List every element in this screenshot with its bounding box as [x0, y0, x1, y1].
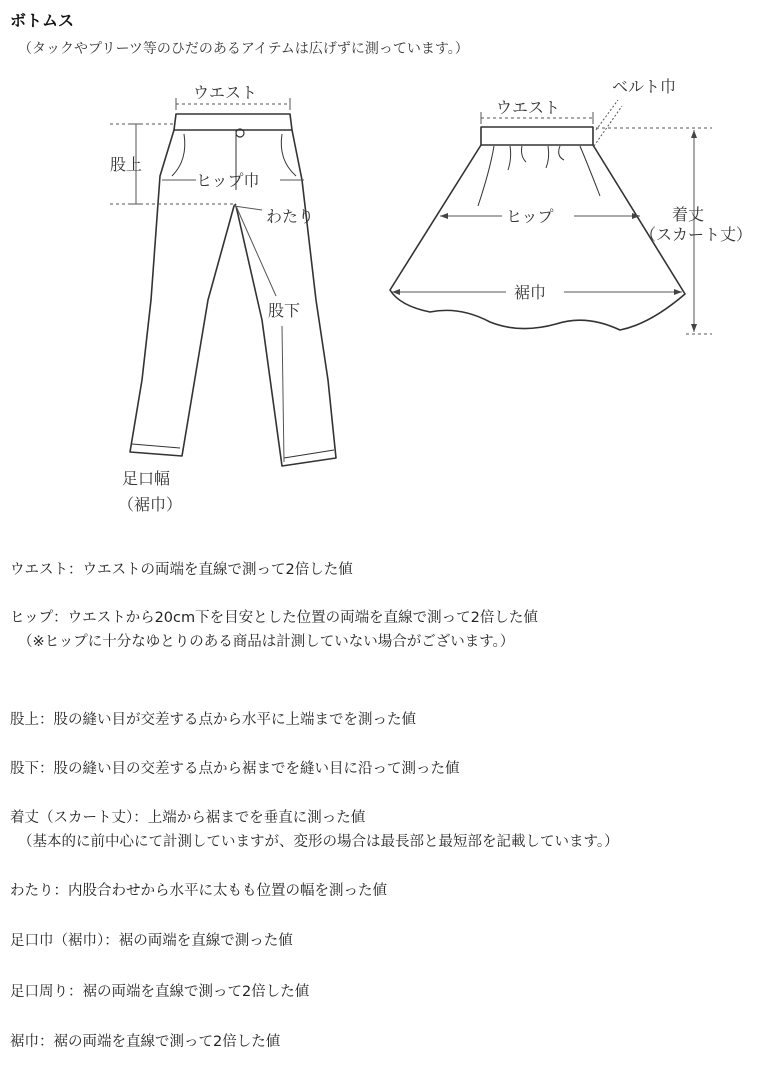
skirt-waist-label: ウエスト — [496, 98, 561, 117]
pants-waistband — [174, 114, 292, 130]
pants-hem-sub-label: （裾巾） — [118, 495, 183, 514]
pants-left-hem — [132, 444, 180, 448]
page-title: ボトムス — [10, 11, 75, 30]
pants-rise-label: 股上 — [110, 155, 143, 174]
skirt-hem-label: 裾巾 — [514, 283, 547, 302]
definition-thigh: わたり：内股合わせから水平に太もも位置の幅を測った値 — [10, 883, 387, 899]
skirt-belt-measure — [596, 100, 618, 130]
pants-hip-label: ヒップ巾 — [196, 171, 260, 190]
pants-hem-label: 足口幅 — [122, 469, 171, 488]
skirt-waistband — [481, 127, 593, 145]
skirt-length-sub-label: （スカート丈） — [640, 225, 753, 244]
pants-inseam-label: 股下 — [268, 301, 301, 320]
definition-leg-opening: 足口巾（裾巾）：裾の両端を直線で測った値 — [10, 933, 293, 949]
pants-illustration — [130, 114, 336, 466]
pants-thigh-label: わたり — [266, 207, 315, 226]
pants-waist-label: ウエスト — [193, 83, 258, 102]
skirt-belt-label: ベルト巾 — [612, 77, 677, 96]
definition-leg-circumference: 足口周り：裾の両端を直線で測って2倍した値 — [10, 984, 310, 1000]
measurement-diagram — [0, 60, 758, 530]
definition-hip-note: （※ヒップに十分なゆとりのある商品は計測していない場合がございます。） — [18, 634, 515, 650]
pants-left-pocket — [172, 134, 185, 176]
pants-measure-lines — [110, 98, 304, 462]
definition-inseam: 股下：股の縫い目の交差する点から裾までを縫い目に沿って測った値 — [10, 761, 460, 777]
definition-hem-width: 裾巾：裾の両端を直線で測って2倍した値 — [10, 1034, 281, 1050]
definition-waist: ウエスト：ウエストの両端を直線で測って2倍した値 — [10, 562, 353, 578]
skirt-hip-label: ヒップ — [506, 207, 554, 226]
definition-length: 着丈（スカート丈）：上端から裾までを垂直に測った値 — [10, 810, 366, 826]
page-subtitle: （タックやプリーツ等のひだのあるアイテムは広げずに測っています。） — [18, 41, 469, 57]
definition-rise: 股上：股の縫い目が交差する点から水平に上端までを測った値 — [10, 712, 416, 728]
definition-hip: ヒップ：ウエストから20cm下を目安とした位置の両端を直線で測って2倍した値 — [10, 610, 538, 626]
pants-right-hem — [284, 450, 334, 458]
skirt-length-label: 着丈 — [672, 205, 705, 224]
pants-thigh-measure — [234, 206, 262, 210]
definition-length-note: （基本的に前中心にて計測していますが、変形の場合は最長部と最短部を記載しています。） — [18, 834, 619, 850]
